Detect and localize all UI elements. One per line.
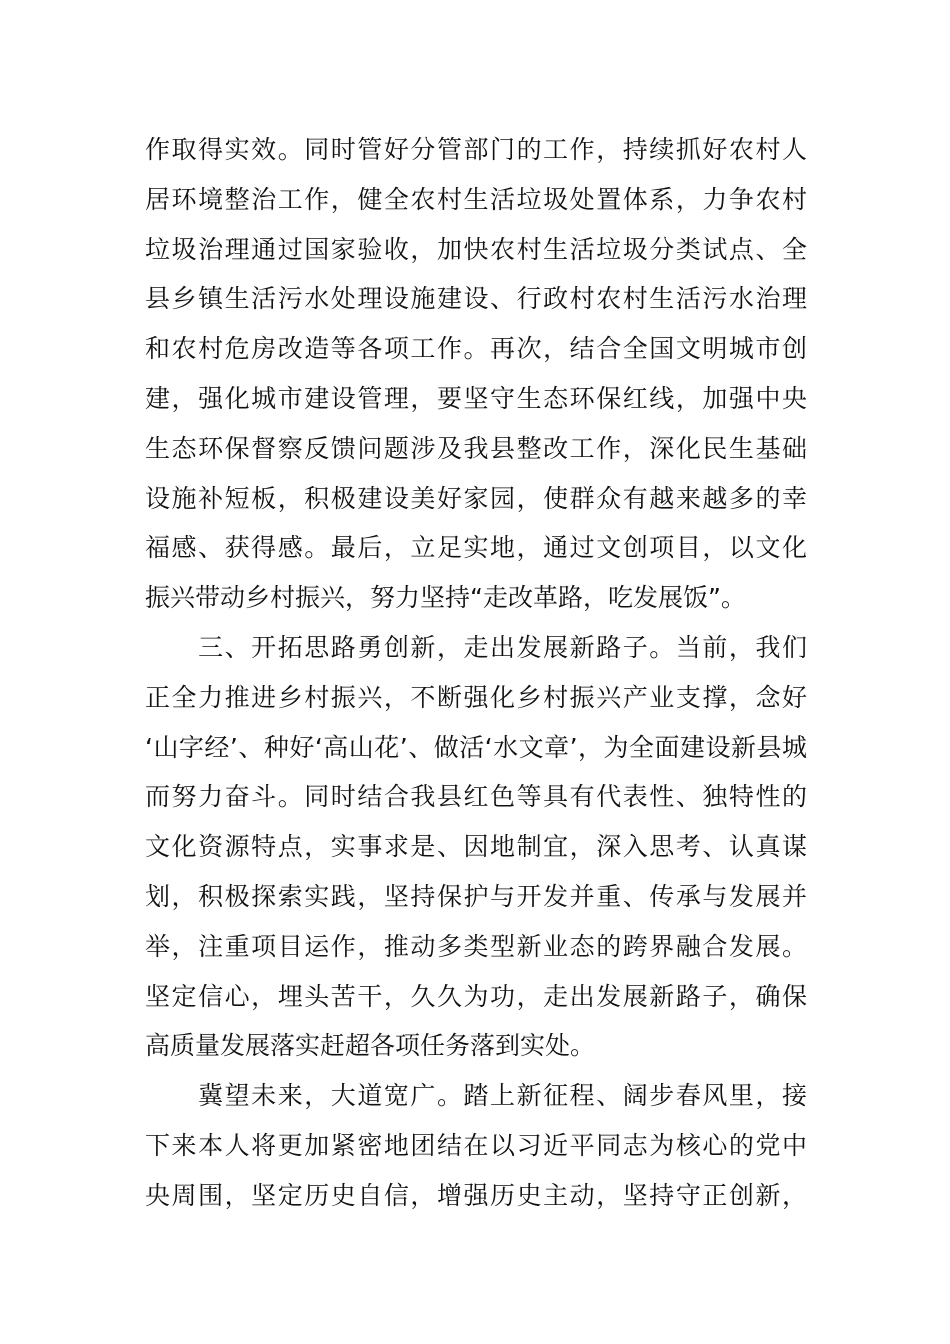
text-line: 作取得实效。同时管好分管部门的工作，持续抓好农村人	[145, 135, 807, 164]
paragraph-first-line: 冀望未来，大道宽广。踏上新征程、阔步春风里，接	[145, 1081, 807, 1111]
text-line: 生态环保督察反馈问题涉及我县整改工作，深化民生基础	[145, 433, 807, 463]
text-line: 下来本人将更加紧密地团结在以习近平同志为核心的党中	[145, 1130, 807, 1160]
text-line: 建，强化城市建设管理，要坚守生态环保红线，加强中央	[145, 383, 807, 413]
paragraph-last-line: 高质量发展落实赶超各项任务落到实处。	[145, 1031, 596, 1061]
text-line: 福感、获得感。最后，立足实地，通过文创项目，以文化	[145, 533, 807, 563]
paragraph-first-line: 三、开拓思路勇创新，走出发展新路子。当前，我们	[145, 632, 807, 662]
text-line: 县乡镇生活污水处理设施建设、行政村农村生活污水治理	[145, 284, 807, 314]
text-line: 文化资源特点，实事求是、因地制宜，深入思考、认真谋	[145, 832, 807, 862]
text-line: 正全力推进乡村振兴，不断强化乡村振兴产业支撑，念好	[145, 682, 807, 712]
body-text	[145, 125, 807, 1221]
text-line: 划，积极探索实践，坚持保护与开发并重、传承与发展并	[145, 881, 807, 911]
text-line: 举，注重项目运作，推动多类型新业态的跨界融合发展。	[145, 931, 807, 961]
paragraph-last-line: 振兴带动乡村振兴，努力坚持“走改革路，吃发展饭”。	[145, 583, 746, 613]
text-line: 垃圾治理通过国家验收，加快农村生活垃圾分类试点、全	[145, 234, 807, 264]
text-line: 设施补短板，积极建设美好家园，使群众有越来越多的幸	[145, 483, 807, 513]
text-line: 央周围，坚定历史自信，增强历史主动，坚持守正创新，	[145, 1180, 807, 1210]
text-line: 坚定信心，埋头苦干，久久为功，走出发展新路子，确保	[145, 981, 807, 1011]
text-line: 而努力奋斗。同时结合我县红色等具有代表性、独特性的	[145, 782, 807, 812]
text-line: 居环境整治工作，健全农村生活垃圾处置体系，力争农村	[145, 184, 807, 214]
text-line: ‘山字经’、种好‘高山花’、做活‘水文章’，为全面建设新县城	[145, 732, 807, 762]
text-line: 和农村危房改造等各项工作。再次，结合全国文明城市创	[145, 334, 807, 364]
